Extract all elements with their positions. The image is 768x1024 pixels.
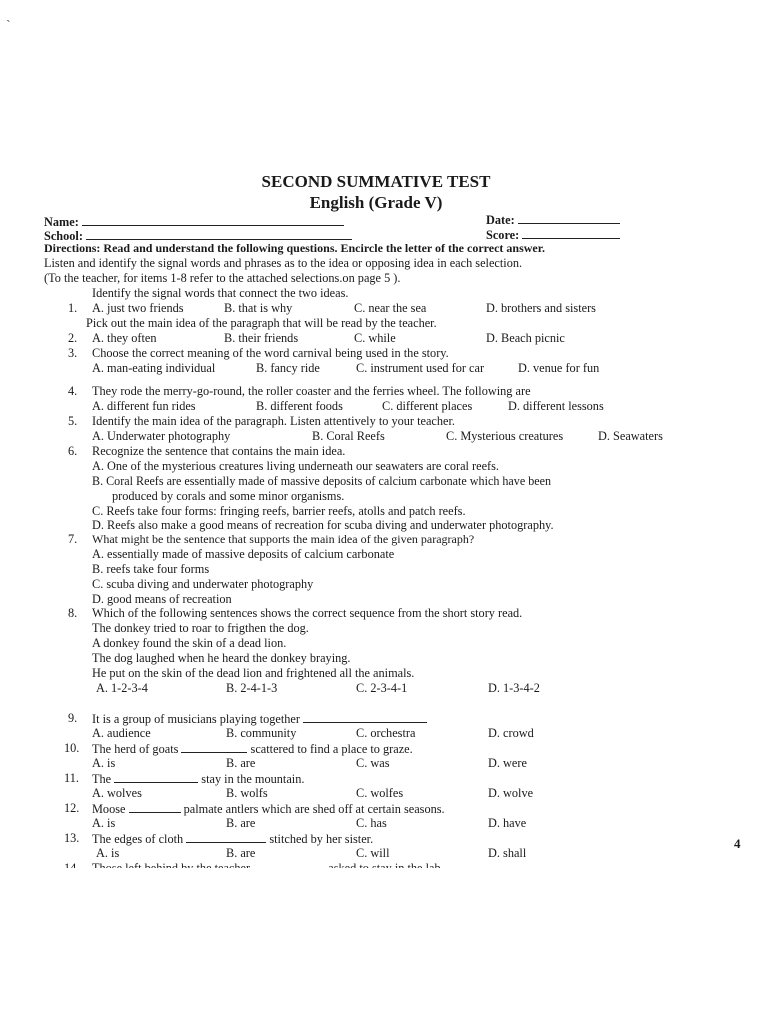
item-12-number: 12. (64, 801, 80, 815)
item-3-option-a: A. man-eating individual (92, 361, 216, 375)
item-6-choice-c: C. Reefs take four forms: fringing reefs, barrier reefs, atolls and patch reefs. (92, 504, 466, 518)
item-13-option-b: B. are (226, 846, 256, 860)
item-2-prompt: Pick out the main idea of the paragraph that will be read by the teacher. (86, 316, 437, 330)
item-3-number: 3. (68, 346, 78, 360)
name-blank (82, 214, 344, 226)
item-8-question: Which of the following sentences shows the correct sequence from the short story read. (92, 606, 523, 620)
item-13-option-a: A. is (96, 846, 120, 860)
school-label: School: (44, 229, 83, 243)
item-12-text-2: palmate antlers which are shed off at certain seasons. (183, 802, 445, 816)
item-8-number: 8. (68, 606, 78, 620)
item-11-number: 11. (64, 771, 79, 785)
item-1-option-a: A. just two friends (92, 301, 184, 315)
item-11-option-b: B. wolfs (226, 786, 268, 800)
directions-line-2: Listen and identify the signal words and phrases as to the idea or opposing idea in each selection. (44, 256, 523, 270)
item-13-text-2: stitched by her sister. (269, 832, 374, 846)
item-7-choice-c: C. scuba diving and underwater photography (92, 577, 314, 591)
item-9-number: 9. (68, 711, 78, 725)
item-9-option-d: D. crowd (488, 726, 534, 740)
item-13-text-1: The edges of cloth (92, 832, 184, 846)
item-6-choice-d: D. Reefs also make a good means of recreation for scuba diving and underwater photography. (92, 518, 554, 532)
item-5-option-b: B. Coral Reefs (312, 429, 385, 443)
item-8-sentence-2: A donkey found the skin of a dead lion. (92, 636, 287, 650)
item-13-option-c: C. will (356, 846, 390, 860)
item-5-option-c: C. Mysterious creatures (446, 429, 564, 443)
item-8-sentence-1: The donkey tried to roar to frigthen the dog. (92, 621, 309, 635)
item-11-option-a: A. wolves (92, 786, 142, 800)
item-4-option-c: C. different places (382, 399, 473, 413)
item-13-number: 13. (64, 831, 80, 845)
item-13-blank (186, 831, 266, 843)
item-12-question (92, 801, 445, 817)
item-10-text-1: The herd of goats (92, 742, 179, 756)
item-1-number: 1. (68, 301, 78, 315)
item-8-sentence-4: He put on the skin of the dead lion and frightened all the animals. (92, 666, 415, 680)
item-10-blank (181, 741, 247, 753)
item-12-option-b: B. are (226, 816, 256, 830)
item-1-option-c: C. near the sea (354, 301, 427, 315)
item-2-option-d: D. Beach picnic (486, 331, 565, 345)
item-4-option-b: B. different foods (256, 399, 343, 413)
item-6-choice-b: B. Coral Reefs are essentially made of massive deposits of calcium carbonate which have been (92, 474, 552, 488)
item-6-number: 6. (68, 444, 78, 458)
item-12-option-c: C. has (356, 816, 387, 830)
item-8-option-b: B. 2-4-1-3 (226, 681, 278, 695)
item-11-question (92, 771, 304, 787)
item-9-blank (303, 711, 427, 723)
item-10-option-b: B. are (226, 756, 256, 770)
item-4-option-a: A. different fun rides (92, 399, 196, 413)
item-5-question: Identify the main idea of the paragraph. Listen attentively to your teacher. (92, 414, 455, 428)
item-12-blank (129, 801, 181, 813)
item-3-question: Choose the correct meaning of the word carnival being used in the story. (92, 346, 449, 360)
item-2-option-a: A. they often (92, 331, 157, 345)
item-4-option-d: D. different lessons (508, 399, 604, 413)
item-12-text-1: Moose (92, 802, 126, 816)
item-7-number: 7. (68, 532, 78, 546)
page-bottom-blank (0, 868, 768, 1024)
item-11-text-2: stay in the mountain. (201, 772, 305, 786)
item-9-text: It is a group of musicians playing together (92, 712, 300, 726)
item-10-option-a: A. is (92, 756, 116, 770)
item-12-option-a: A. is (92, 816, 116, 830)
date-field (486, 212, 620, 228)
item-9-option-b: B. community (226, 726, 297, 740)
item-10-question (92, 741, 413, 757)
item-5-option-d: D. Seawaters (598, 429, 663, 443)
item-2-option-c: C. while (354, 331, 396, 345)
name-label: Name: (44, 215, 79, 229)
date-blank (518, 212, 620, 224)
item-10-number: 10. (64, 741, 80, 755)
item-5-number: 5. (68, 414, 78, 428)
item-11-option-d: D. wolve (488, 786, 534, 800)
item-9-option-a: A. audience (92, 726, 151, 740)
item-7-choice-d: D. good means of recreation (92, 592, 232, 606)
item-8-option-a: A. 1-2-3-4 (96, 681, 148, 695)
item-4-question: They rode the merry-go-round, the roller coaster and the ferries wheel. The following are (92, 384, 531, 398)
corner-mark: ˎ (6, 8, 11, 23)
item-6-choice-a: A. One of the mysterious creatures living underneath our seawaters are coral reefs. (92, 459, 499, 473)
item-8-option-d: D. 1-3-4-2 (488, 681, 540, 695)
item-11-text-1: The (92, 772, 112, 786)
item-3-option-d: D. venue for fun (518, 361, 600, 375)
directions-text: Directions: Read and understand the following questions. Encircle the letter of the correct answer. (44, 241, 545, 255)
item-8-sentence-3: The dog laughed when he heard the donkey braying. (92, 651, 351, 665)
item-5-option-a: A. Underwater photography (92, 429, 231, 443)
item-12-option-d: D. have (488, 816, 527, 830)
score-label: Score: (486, 228, 520, 242)
item-7-question: What might be the sentence that supports the main idea of the given paragraph? (92, 532, 475, 546)
item-1-prompt: Identify the signal words that connect the two ideas. (92, 286, 349, 300)
item-10-text-2: scattered to find a place to graze. (250, 742, 413, 756)
item-13-question (92, 831, 373, 847)
date-label: Date: (486, 213, 515, 227)
item-10-option-d: D. were (488, 756, 527, 770)
page-subtitle: English (Grade V) (309, 193, 443, 212)
item-7-choice-b: B. reefs take four forms (92, 562, 210, 576)
item-6-choice-b-cont: produced by corals and some minor organisms. (112, 489, 345, 503)
item-3-option-c: C. instrument used for car (356, 361, 485, 375)
item-6-question: Recognize the sentence that contains the main idea. (92, 444, 346, 458)
item-11-option-c: C. wolfes (356, 786, 404, 800)
score-blank (522, 227, 620, 239)
item-2-number: 2. (68, 331, 78, 345)
item-7-choice-a: A. essentially made of massive deposits of calcium carbonate (92, 547, 395, 561)
page-title: SECOND SUMMATIVE TEST (261, 172, 491, 191)
item-13-option-d: D. shall (488, 846, 527, 860)
item-8-option-c: C. 2-3-4-1 (356, 681, 408, 695)
item-11-blank (114, 771, 198, 783)
school-blank (86, 228, 352, 240)
item-4-number: 4. (68, 384, 78, 398)
item-1-option-b: B. that is why (224, 301, 293, 315)
item-2-option-b: B. their friends (224, 331, 299, 345)
page-number: 4 (734, 836, 741, 851)
item-9-option-c: C. orchestra (356, 726, 416, 740)
item-9-question (92, 711, 427, 727)
item-10-option-c: C. was (356, 756, 390, 770)
item-1-option-d: D. brothers and sisters (486, 301, 596, 315)
directions-line-3: (To the teacher, for items 1-8 refer to the attached selections.on page 5 ). (44, 271, 401, 285)
item-3-option-b: B. fancy ride (256, 361, 320, 375)
